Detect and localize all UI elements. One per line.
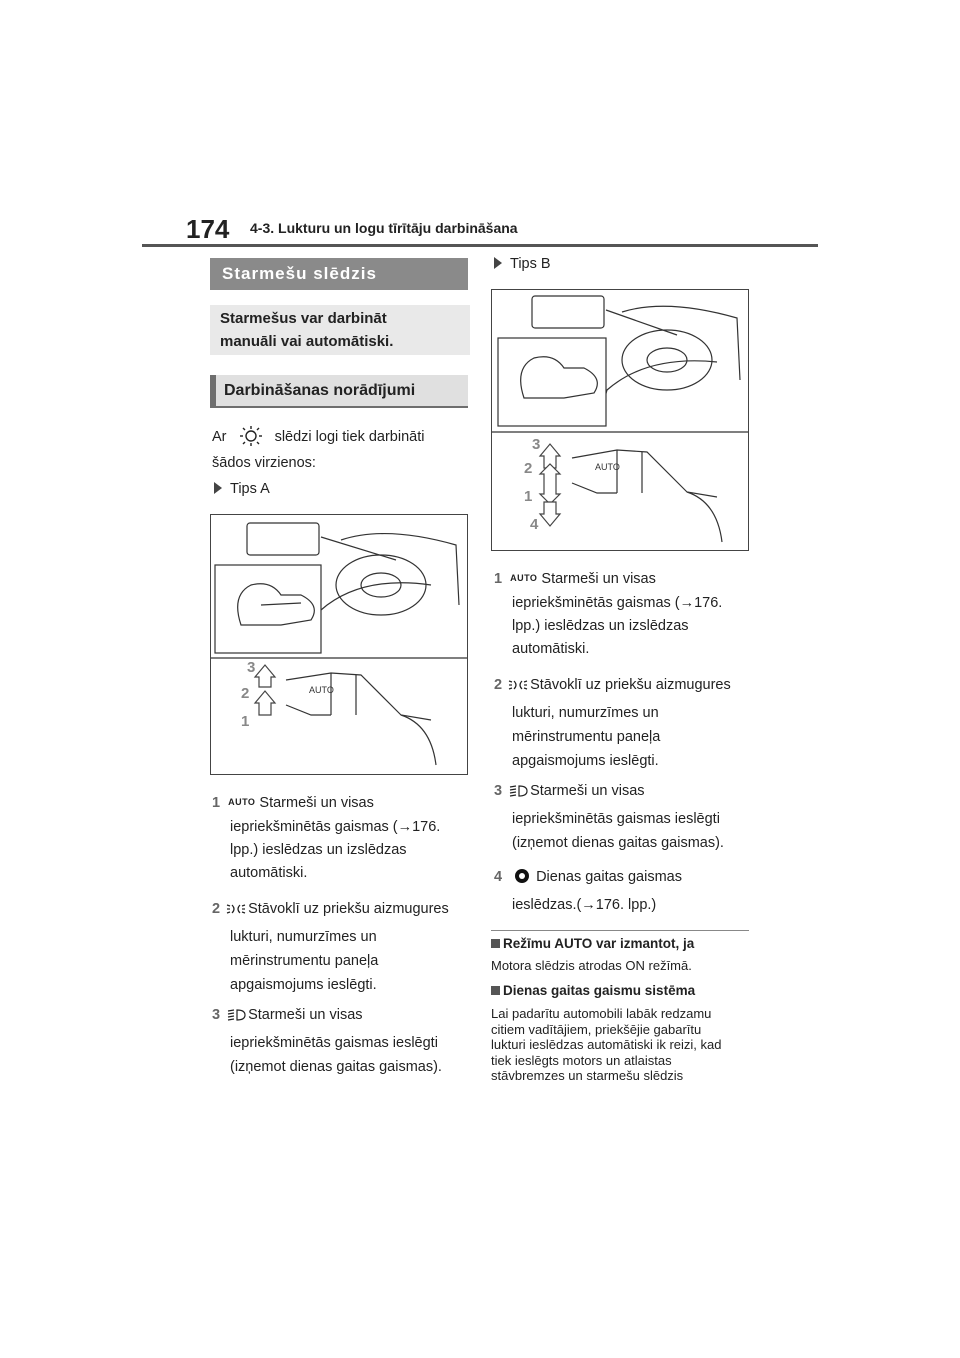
para-post: slēdzi logi tiek darbināti	[274, 429, 425, 445]
note-line: Lai padarītu automobili labāk redzamu	[491, 1006, 712, 1021]
fig-b-auto-label: AUTO	[595, 462, 620, 472]
note-line: lukturi ieslēdzas automātiski ik reizi, kad	[491, 1037, 722, 1052]
item-line: automātiski.	[230, 865, 308, 881]
page-number: 174	[186, 214, 230, 244]
item-number: 3	[212, 1007, 221, 1023]
triangle-arrow-icon	[214, 482, 222, 494]
right-item-1	[494, 569, 756, 659]
off-icon	[514, 868, 530, 890]
note-2-title-text: Dienas gaitas gaismu sistēma	[503, 983, 696, 998]
parking-lights-icon	[508, 678, 528, 698]
para-line-1	[212, 425, 424, 453]
figure-a-number-3: 3	[247, 659, 256, 676]
tip-a	[214, 481, 270, 497]
left-item-3	[212, 1006, 474, 1077]
auto-icon: AUTO	[228, 797, 256, 807]
note-2-title	[491, 983, 695, 998]
section-title: 4-3. Lukturu un logu tīrītāju darbināšana	[250, 220, 518, 236]
light-switch-icon	[231, 425, 271, 453]
item-line: Stāvoklī uz priekšu aizmugures	[530, 677, 731, 693]
figure-tip-a	[210, 514, 468, 775]
item-line: Dienas gaitas gaismas	[536, 869, 682, 885]
headlight-icon	[508, 784, 528, 804]
item-line: iepriekšminētās gaismas ieslēgti	[512, 811, 720, 827]
figure-a-number-2: 2	[241, 685, 250, 702]
left-item-1	[212, 793, 470, 883]
figure-b-number-2: 2	[524, 460, 533, 477]
tip-b-label: Tips B	[510, 256, 551, 272]
left-item-2	[212, 900, 474, 995]
triangle-arrow-icon	[494, 257, 502, 269]
note-1-title	[491, 936, 694, 951]
item-number: 4	[494, 869, 503, 885]
para-line-2: šādos virzienos:	[212, 455, 316, 471]
item-line: iepriekšminētās gaismas (→176.	[512, 595, 723, 611]
item-line: (izņemot dienas gaitas gaismas).	[230, 1059, 442, 1075]
figure-b-number-3: 3	[532, 436, 541, 453]
notes-divider	[491, 930, 749, 931]
item-line: mērinstrumentu paneļa	[512, 729, 661, 745]
right-item-4	[494, 868, 756, 915]
item-line: lukturi, numurzīmes un	[230, 929, 377, 945]
item-line: (izņemot dienas gaitas gaismas).	[512, 835, 724, 851]
figure-tip-b	[491, 289, 749, 551]
headlight-icon	[226, 1008, 246, 1028]
item-number: 1	[212, 795, 221, 811]
item-line: Stāvoklī uz priekšu aizmugures	[248, 901, 449, 917]
parking-lights-icon	[226, 902, 246, 922]
right-item-3	[494, 782, 756, 853]
note-line: citiem vadītājiem, priekšējie gabarītu	[491, 1021, 702, 1037]
figure-a-illustration	[211, 515, 467, 774]
item-number: 2	[212, 901, 221, 917]
item-line: iepriekšminētās gaismas ieslēgti	[230, 1035, 438, 1051]
fig-a-auto-label: AUTO	[309, 685, 334, 695]
note-2-text	[491, 1006, 753, 1084]
item-line: Starmeši un visas	[530, 783, 645, 799]
note-line: stāvbremzes un starmešu slēdzis	[491, 1068, 684, 1083]
figure-b-number-4: 4	[530, 516, 539, 533]
header-rule	[142, 244, 818, 247]
note-line: tiek ieslēgts motors un atlaistas	[491, 1052, 672, 1068]
item-line: apgaismojums ieslēgti.	[512, 753, 659, 769]
section-bar: Starmešu slēdzis	[210, 258, 468, 290]
item-line: iepriekšminētās gaismas (→176.	[230, 819, 441, 835]
item-line: ieslēdzas.(→176. lpp.)	[512, 897, 657, 913]
intro-box	[210, 305, 470, 355]
figure-b-illustration	[492, 290, 748, 550]
square-bullet-icon	[491, 939, 500, 948]
subheading: Darbināšanas norādījumi	[210, 375, 468, 408]
intro-line-1: Starmešus var darbināt	[220, 310, 387, 327]
tip-a-label: Tips A	[230, 481, 270, 497]
item-line: Starmeši un visas	[541, 571, 656, 587]
item-line: Starmeši un visas	[248, 1007, 363, 1023]
figure-a-number-1: 1	[241, 713, 250, 730]
item-number: 2	[494, 677, 503, 693]
auto-icon: AUTO	[510, 573, 538, 583]
item-number: 1	[494, 571, 503, 587]
item-line: automātiski.	[512, 641, 590, 657]
item-line: apgaismojums ieslēgti.	[230, 977, 377, 993]
note-1-text: Motora slēdzis atrodas ON režīmā.	[491, 958, 692, 973]
para-pre: Ar	[212, 429, 227, 445]
note-1-title-text: Režīmu AUTO var izmantot, ja	[503, 936, 695, 951]
tip-b	[494, 256, 551, 272]
item-line: Starmeši un visas	[259, 795, 374, 811]
item-line: lukturi, numurzīmes un	[512, 705, 659, 721]
square-bullet-icon	[491, 986, 500, 995]
intro-line-2: manuāli vai automātiski.	[220, 333, 394, 350]
item-line: mērinstrumentu paneļa	[230, 953, 379, 969]
item-line: lpp.) ieslēdzas un izslēdzas	[230, 842, 407, 858]
figure-b-number-1: 1	[524, 488, 533, 505]
item-number: 3	[494, 783, 503, 799]
item-line: lpp.) ieslēdzas un izslēdzas	[512, 618, 689, 634]
right-item-2	[494, 676, 756, 771]
